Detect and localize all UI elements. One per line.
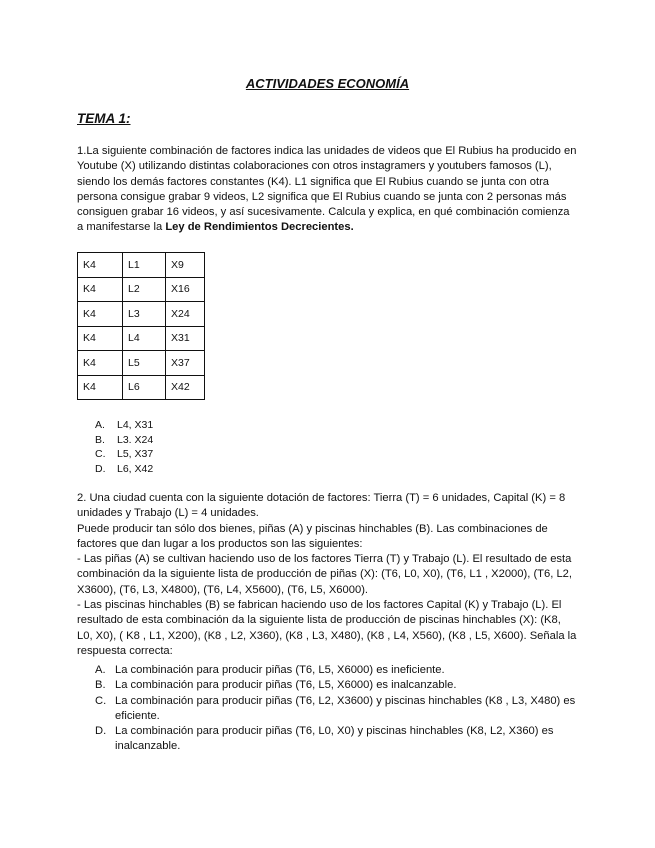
table-cell: K4	[78, 277, 123, 302]
section-heading: TEMA 1:	[77, 111, 131, 126]
table-cell: L3	[123, 302, 166, 327]
table-cell: X16	[166, 277, 205, 302]
table-cell: K4	[78, 326, 123, 351]
list-item	[95, 663, 580, 678]
option-text: La combinación para producir piñas (T6, L0, X0) y piscinas hinchables (K8, L2, X360) es inalcanzable.	[115, 725, 554, 753]
table-cell: K4	[78, 253, 123, 278]
table-row	[78, 351, 205, 376]
question-2-options	[95, 663, 580, 755]
table-cell: K4	[78, 375, 123, 400]
option-letter: B.	[95, 679, 106, 692]
table-row	[78, 326, 205, 351]
option-text: L5, X37	[117, 448, 154, 461]
option-text: L4, X31	[117, 419, 154, 431]
table-cell: L1	[123, 253, 166, 278]
table-row	[78, 375, 205, 400]
table-cell: X37	[166, 351, 205, 376]
question-1-emphasis: Ley de Rendimientos Decrecientes.	[165, 221, 354, 234]
table-cell: X42	[166, 375, 205, 400]
question-1-body: 1.La siguiente combinación de factores indica las unidades de videos que El Rubius ha producido en Youtube (X) utilizando distintas colaboraciones con otros instagramers y youtubers famosos (L), siendo los demás factores constantes (K4). L1 significa que El Rubius cuando se junta con otra persona consigue grabar 9 videos, L2 significa que El Rubius cuando se junta con 2 personas más consiguen grabar 16 videos, y así sucesivamente. Calcula y explica, en qué combinación comienza a manifestarse la	[77, 145, 577, 234]
list-item	[95, 724, 580, 755]
question-2-text	[77, 491, 577, 659]
option-text: L3. X24	[117, 433, 154, 446]
question-1-text	[77, 144, 577, 236]
table-cell: X9	[166, 253, 205, 278]
table-cell: L2	[123, 277, 166, 302]
list-item	[95, 678, 580, 693]
option-text: La combinación para producir piñas (T6, L5, X6000) es ineficiente.	[115, 664, 445, 676]
table-cell: L4	[123, 326, 166, 351]
table-cell: X24	[166, 302, 205, 327]
option-letter: D.	[95, 462, 106, 475]
table-cell: X31	[166, 326, 205, 351]
list-item	[95, 462, 153, 477]
option-letter: A.	[95, 664, 106, 676]
table-cell: L6	[123, 375, 166, 400]
table-row	[78, 277, 205, 302]
list-item	[95, 694, 580, 725]
option-letter: C.	[95, 694, 107, 707]
list-item	[95, 418, 153, 433]
option-letter: A.	[95, 419, 105, 431]
table-row	[78, 253, 205, 278]
question-2-paragraph: - Las piñas (A) se cultivan haciendo uso de los factores Tierra (T) y Trabajo (L). El resultado de esta combinación da la siguiente lista de producción de piñas (X): (T6, L0, X0), (T6, L1 , X2000), (T6, L2, X3600), (T6, L3, X4800), (T6, L4, X5600), (T6, L5, X6000).	[77, 553, 572, 596]
question-2-paragraph: 2. Una ciudad cuenta con la siguiente dotación de factores: Tierra (T) = 6 unidades, Capital (K) = 8 unidades y Trabajo (L) = 4 unidades.	[77, 492, 566, 520]
table-row	[78, 302, 205, 327]
table-cell: L5	[123, 351, 166, 376]
list-item	[95, 433, 153, 448]
option-letter: C.	[95, 448, 106, 461]
factors-table	[77, 252, 205, 400]
document-title: ACTIVIDADES ECONOMÍA	[245, 76, 410, 91]
list-item	[95, 447, 153, 462]
question-2-paragraph: - Las piscinas hinchables (B) se fabrican haciendo uso de los factores Capital (K) y Trabajo (L). El resultado de esta combinación da la siguiente lista de producción de piscinas hinchables (X): (K8, L0, X0), ( K8 , L1, X200), (K8 , L2, X360), (K8 , L3, X480), (K8 , L4, X560), (K8 , L5, X600). Señala la respuesta correcta:	[77, 599, 577, 657]
option-text: La combinación para producir piñas (T6, L2, X3600) y piscinas hinchables (K8 , L3, X480) es eficiente.	[115, 694, 576, 722]
table-cell: K4	[78, 302, 123, 327]
option-letter: D.	[95, 725, 107, 738]
option-text: La combinación para producir piñas (T6, L5, X6000) es inalcanzable.	[115, 679, 457, 692]
question-1-options	[95, 418, 153, 476]
option-letter: B.	[95, 433, 105, 446]
option-text: L6, X42	[117, 462, 154, 475]
table-cell: K4	[78, 351, 123, 376]
question-2-paragraph: Puede producir tan sólo dos bienes, piñas (A) y piscinas hinchables (B). Las combinaciones de factores que dan lugar a los productos son las siguientes:	[77, 522, 548, 550]
